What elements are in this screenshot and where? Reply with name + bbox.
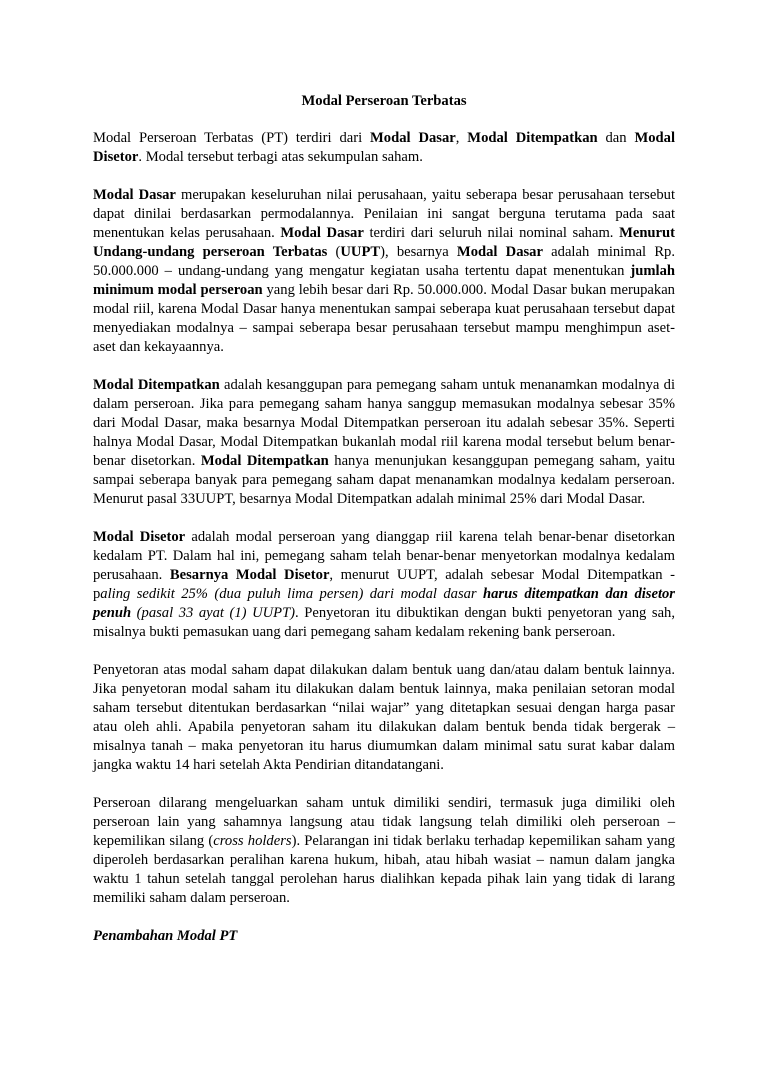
text-run: ( <box>327 244 341 260</box>
paragraph-penyetoran: Penyetoran atas modal saham dapat dilakukan dalam bentuk uang dan/atau dalam bentuk lainnya. Jika penyetoran modal saham itu dilakukan dalam bentuk lainnya, maka penilaian setoran modal saham tersebut ditentukan berdasarkan “nilai wajar” yang ditetapkan sesuai dengan harga pasar atau oleh ahli. Apabila penyetoran saham itu dilakukan dalam bentuk benda tidak bergerak – misalnya tanah – maka penyetoran itu harus diumumkan dalam minimal satu surat kabar dalam jangka waktu 14 hari setelah Akta Pendirian ditandatangani. <box>93 662 675 773</box>
term-modal-dasar: Modal Dasar <box>456 244 543 260</box>
citation-run: (pasal 33 ayat (1) UUPT) <box>131 605 296 621</box>
term-modal-dasar: Modal Dasar <box>370 130 456 146</box>
text-run: merupakan keseluruhan nilai perusahaan, yaitu seberapa besar perusahaan tersebut dapat dinilai berdasarkan permodalannya. Penilaian ini sangat berguna terutama pada saat menentukan kelas perusahaan. <box>93 187 675 241</box>
term-modal-ditempatkan: Modal Ditempatkan <box>93 377 220 393</box>
text-run: adalah modal perseroan yang dianggap riil karena telah benar-benar disetorkan kedalam PT. Dalam hal ini, pemegang saham telah benar-benar menyetorkan modalnya kedalam perusahaan. <box>93 529 675 583</box>
term-besarnya-modal-disetor: Besarnya Modal Disetor <box>169 567 330 583</box>
text-run: ), besarnya <box>380 244 457 260</box>
italic-run: aling sedikit 25% (dua puluh lima persen) dari modal dasar <box>100 586 484 602</box>
term-modal-dasar: Modal Dasar <box>93 187 176 203</box>
text-run: adalah kesanggupan para pemegang saham untuk menanamkan modalnya di dalam perseroan. Jika para pemegang saham hanya sanggup memasukan modalnya sebesar 35% dari Modal Dasar, maka besarnya Modal Ditempatkan perseroan itu adalah sebesar 35%. Seperti halnya Modal Dasar, Modal Ditempatkan bukanlah modal riil karena modal tersebut belum benar-benar disetorkan. <box>93 377 675 469</box>
paragraph-kepemilikan <box>93 794 675 908</box>
paragraph-intro <box>93 129 675 167</box>
italic-run: cross holders <box>213 833 292 849</box>
term-uupt: UUPT <box>340 244 381 260</box>
text-run: yang lebih besar dari Rp. 50.000.000. Modal Dasar bukan merupakan modal riil, karena Modal Dasar hanya menentukan sampai seberapa kuat perusahaan tersebut dapat menyediakan modalnya – sampai seberapa besar perusahaan tersebut mampu menghimpun aset-aset dan kekayaannya. <box>93 282 675 355</box>
text-run: terdiri dari seluruh nilai nominal saham. <box>363 225 620 241</box>
term-modal-disetor: Modal Disetor <box>93 529 186 545</box>
section-heading: Penambahan Modal PT <box>93 928 238 944</box>
document-body <box>93 92 675 965</box>
paragraph-modal-disetor <box>93 528 675 642</box>
document-title: Modal Perseroan Terbatas <box>301 93 467 109</box>
text-run: , menurut UUPT, adalah sebesar Modal Ditempatkan - p <box>93 567 675 602</box>
term-modal-ditempatkan: Modal Ditempatkan <box>200 453 329 469</box>
text-run: hanya menunjukan kesanggupan pemegang saham, yaitu sampai seberapa banyak para pemegang saham dapat menanamkan modalnya kedalam perseroan. Menurut pasal 33UUPT, besarnya Modal Ditempatkan adalah minimal 25% dari Modal Dasar. <box>93 453 676 507</box>
text-run: Perseroan dilarang mengeluarkan saham untuk dimiliki sendiri, termasuk juga dimiliki oleh perseroan lain yang sahamnya langsung atau tidak langsung telah dimiliki oleh perseroan – kepemilikan silang ( <box>93 795 675 849</box>
term-uupt-name: Menurut Undang-undang perseroan Terbatas <box>93 225 676 260</box>
paragraph-modal-ditempatkan <box>93 376 675 509</box>
term-modal-dasar: Modal Dasar <box>280 225 364 241</box>
text-run: ). Pelarangan ini tidak berlaku terhadap kepemilikan saham yang diperoleh berdasarkan peralihan karena hukum, hibah, atau hibah wasiat – namun dalam jangka waktu 1 tahun setelah tanggal perolehan harus dialihkan kepada pihak lain yang tidak di larang memiliki saham dalam perseroan. <box>93 833 676 906</box>
text-run: adalah minimal Rp. 50.000.000 – undang-undang yang mengatur kegiatan usaha tertentu dapat menentukan <box>93 244 675 279</box>
term-modal-disetor: Modal Disetor <box>93 130 676 165</box>
paragraph-modal-dasar <box>93 186 675 357</box>
text-run: dan <box>597 130 635 146</box>
text-run: . Penyetoran itu dibuktikan dengan bukti penyetoran yang sah, misalnya bukti pemasukan uang dari pemegang saham kedalam rekening bank perseroan. <box>93 605 675 640</box>
term-modal-ditempatkan: Modal Ditempatkan <box>467 130 598 146</box>
emphasis-run: harus ditempatkan dan disetor penuh <box>93 586 675 621</box>
term-jumlah-minimum: jumlah minimum modal perseroan <box>93 263 675 298</box>
text-run: . Modal tersebut terbagi atas sekumpulan saham. <box>138 149 423 165</box>
text-run: Modal Perseroan Terbatas (PT) terdiri dari <box>93 130 371 146</box>
text-run: , <box>455 130 468 146</box>
